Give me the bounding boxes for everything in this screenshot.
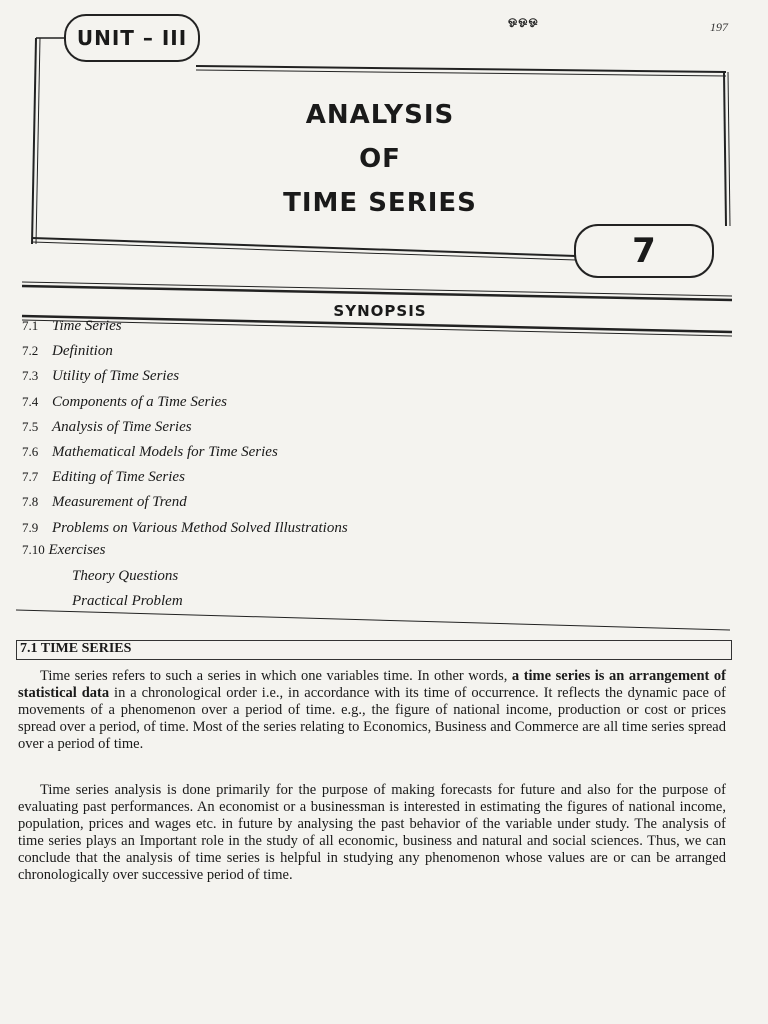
synopsis-heading: SYNOPSIS — [333, 302, 427, 320]
synopsis-item: 7.1 Time Series — [22, 318, 122, 334]
synopsis-item: 7.8 Measurement of Trend — [22, 494, 187, 510]
synopsis-bottom-rule — [0, 600, 768, 640]
title-line-3: TIME SERIES — [283, 188, 477, 218]
synopsis-subitem: Theory Questions — [72, 568, 179, 584]
synopsis-item: 7.2 Definition — [22, 343, 113, 359]
unit-label: UNIT – III — [64, 14, 200, 62]
section-heading: 7.1 TIME SERIES — [20, 641, 132, 656]
synopsis-item: 7.5 Analysis of Time Series — [22, 419, 192, 435]
chapter-number: 7 — [574, 224, 714, 278]
title-line-2: OF — [359, 144, 401, 174]
paragraph-1: Time series refers to such a series in which one variables time. In other words, a time series is an arrangement of statistical data in a chronological order i.e., in accordance with its time of occurrence. It reflects the dynamic pace of movements of a phenomenon over a period of time. e.g., the figure of national income, production or cost or prices spread over a period, of time. Most of the series relating to Economics, Business and Commerce are all time series spread over a period of time. — [18, 668, 727, 752]
synopsis-item: 7.7 Editing of Time Series — [22, 469, 185, 485]
synopsis-item: 7.3 Utility of Time Series — [22, 368, 180, 384]
publisher-logo: ஓஓஓ — [508, 14, 539, 27]
page-number: 197 — [710, 20, 728, 34]
synopsis-subitem: Practical Problem — [72, 593, 183, 609]
synopsis-item: 7.4 Components of a Time Series — [22, 394, 227, 410]
title-line-1: ANALYSIS — [305, 100, 455, 130]
synopsis-item: 7.9 Problems on Various Method Solved Illustrations — [22, 520, 348, 536]
paragraph-2: Time series analysis is done primarily for the purpose of making forecasts for future and also for the purpose of evaluating past performances. An economist or a businessman is interested in estimating the figures of national income, population, prices and wages etc. in future by analysing the past behavior of the variable under study. The analysis of time series plays an Important role in the study of all economic, business and natural and social sciences. Thus, we can conclude that the analysis of time series is helpful in studying any phenomenon whose values are or can be arranged chronologically over successive period of time. — [18, 782, 726, 883]
synopsis-item: 7.6 Mathematical Models for Time Series — [22, 444, 278, 460]
synopsis-item: 7.10 Exercises — [22, 542, 106, 558]
